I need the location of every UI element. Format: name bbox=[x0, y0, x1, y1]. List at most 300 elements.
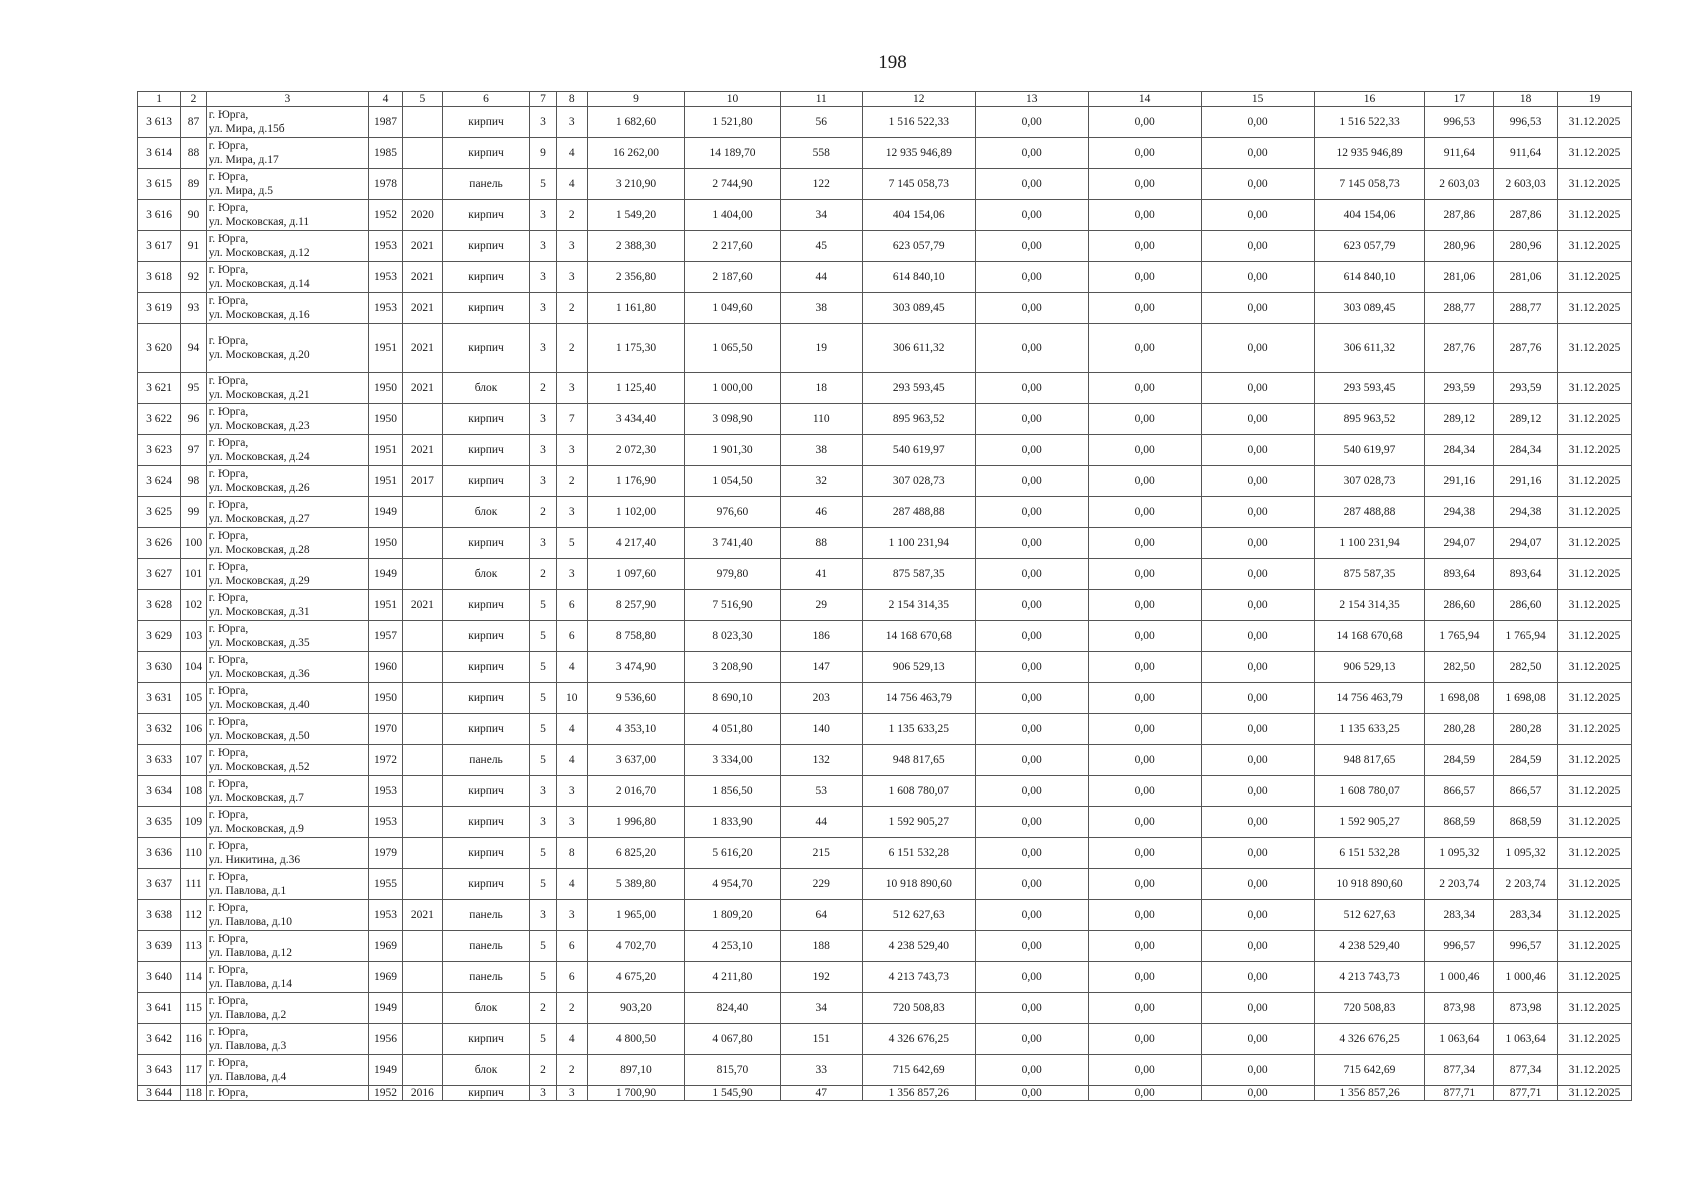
cell-col-10: 1 054,50 bbox=[685, 466, 780, 497]
cell-col-7: 3 bbox=[530, 231, 557, 262]
address-cell bbox=[206, 1024, 368, 1055]
cell-col-7: 5 bbox=[530, 621, 557, 652]
address-city: г. Юрга, bbox=[208, 871, 249, 883]
cell-col-17: 877,71 bbox=[1425, 1086, 1494, 1101]
cell-col-1: 3 617 bbox=[138, 231, 181, 262]
cell-col-1: 3 627 bbox=[138, 559, 181, 590]
cell-col-15: 0,00 bbox=[1201, 776, 1314, 807]
cell-col-17: 893,64 bbox=[1425, 559, 1494, 590]
cell-col-1: 3 642 bbox=[138, 1024, 181, 1055]
cell-col-13: 0,00 bbox=[975, 869, 1088, 900]
cell-col-14: 0,00 bbox=[1088, 1024, 1201, 1055]
cell-col-5: 2021 bbox=[402, 293, 442, 324]
cell-col-11: 140 bbox=[780, 714, 862, 745]
address-city: г. Юрга, bbox=[208, 468, 249, 480]
cell-col-14: 0,00 bbox=[1088, 993, 1201, 1024]
address-cell bbox=[206, 497, 368, 528]
cell-col-14: 0,00 bbox=[1088, 714, 1201, 745]
cell-col-13: 0,00 bbox=[975, 745, 1088, 776]
cell-col-18: 877,71 bbox=[1494, 1086, 1558, 1101]
cell-col-4: 1987 bbox=[369, 107, 403, 138]
cell-col-9: 1 161,80 bbox=[587, 293, 685, 324]
cell-col-11: 56 bbox=[780, 107, 862, 138]
cell-col-9: 1 549,20 bbox=[587, 200, 685, 231]
address-street: ул. Московская, д.29 bbox=[208, 575, 310, 587]
cell-col-13: 0,00 bbox=[975, 200, 1088, 231]
cell-col-19: 31.12.2025 bbox=[1557, 621, 1631, 652]
cell-col-12: 1 356 857,26 bbox=[862, 1086, 975, 1101]
cell-col-15: 0,00 bbox=[1201, 231, 1314, 262]
address-city: г. Юрга, bbox=[208, 1087, 249, 1099]
cell-col-2: 92 bbox=[181, 262, 207, 293]
column-header-18: 18 bbox=[1494, 92, 1558, 107]
cell-col-16: 875 587,35 bbox=[1314, 559, 1425, 590]
column-header-8: 8 bbox=[556, 92, 587, 107]
cell-col-19: 31.12.2025 bbox=[1557, 1086, 1631, 1101]
cell-col-14: 0,00 bbox=[1088, 745, 1201, 776]
cell-col-13: 0,00 bbox=[975, 993, 1088, 1024]
cell-col-11: 151 bbox=[780, 1024, 862, 1055]
table-row bbox=[138, 621, 1632, 652]
cell-col-11: 29 bbox=[780, 590, 862, 621]
cell-col-7: 2 bbox=[530, 1055, 557, 1086]
cell-col-14: 0,00 bbox=[1088, 293, 1201, 324]
cell-col-6: кирпич bbox=[442, 404, 529, 435]
address-cell bbox=[206, 1086, 368, 1101]
cell-col-18: 1 000,46 bbox=[1494, 962, 1558, 993]
address-street: ул. Павлова, д.2 bbox=[208, 1009, 287, 1021]
cell-col-9: 8 257,90 bbox=[587, 590, 685, 621]
cell-col-2: 95 bbox=[181, 373, 207, 404]
cell-col-1: 3 641 bbox=[138, 993, 181, 1024]
cell-col-5 bbox=[402, 993, 442, 1024]
cell-col-15: 0,00 bbox=[1201, 745, 1314, 776]
cell-col-19: 31.12.2025 bbox=[1557, 683, 1631, 714]
cell-col-9: 1 125,40 bbox=[587, 373, 685, 404]
cell-col-17: 996,57 bbox=[1425, 931, 1494, 962]
table-row bbox=[138, 962, 1632, 993]
cell-col-4: 1952 bbox=[369, 1086, 403, 1101]
cell-col-6: кирпич bbox=[442, 262, 529, 293]
cell-col-13: 0,00 bbox=[975, 107, 1088, 138]
address-street: ул. Московская, д.9 bbox=[208, 823, 304, 835]
cell-col-12: 512 627,63 bbox=[862, 900, 975, 931]
address-city: г. Юрга, bbox=[208, 437, 249, 449]
cell-col-5: 2020 bbox=[402, 200, 442, 231]
cell-col-15: 0,00 bbox=[1201, 838, 1314, 869]
cell-col-1: 3 628 bbox=[138, 590, 181, 621]
cell-col-15: 0,00 bbox=[1201, 262, 1314, 293]
cell-col-5 bbox=[402, 169, 442, 200]
address-street: ул. Московская, д.27 bbox=[208, 513, 310, 525]
cell-col-12: 12 935 946,89 bbox=[862, 138, 975, 169]
cell-col-5 bbox=[402, 776, 442, 807]
cell-col-1: 3 625 bbox=[138, 497, 181, 528]
cell-col-12: 875 587,35 bbox=[862, 559, 975, 590]
cell-col-6: кирпич bbox=[442, 435, 529, 466]
cell-col-6: блок bbox=[442, 497, 529, 528]
cell-col-6: кирпич bbox=[442, 652, 529, 683]
cell-col-13: 0,00 bbox=[975, 497, 1088, 528]
cell-col-7: 3 bbox=[530, 324, 557, 373]
cell-col-16: 287 488,88 bbox=[1314, 497, 1425, 528]
cell-col-11: 44 bbox=[780, 807, 862, 838]
cell-col-10: 3 098,90 bbox=[685, 404, 780, 435]
cell-col-14: 0,00 bbox=[1088, 1055, 1201, 1086]
cell-col-17: 1 063,64 bbox=[1425, 1024, 1494, 1055]
cell-col-10: 5 616,20 bbox=[685, 838, 780, 869]
cell-col-13: 0,00 bbox=[975, 231, 1088, 262]
cell-col-19: 31.12.2025 bbox=[1557, 293, 1631, 324]
cell-col-18: 289,12 bbox=[1494, 404, 1558, 435]
address-city: г. Юрга, bbox=[208, 561, 249, 573]
cell-col-12: 614 840,10 bbox=[862, 262, 975, 293]
cell-col-8: 3 bbox=[556, 373, 587, 404]
cell-col-15: 0,00 bbox=[1201, 559, 1314, 590]
table-header bbox=[138, 92, 1632, 107]
cell-col-16: 1 135 633,25 bbox=[1314, 714, 1425, 745]
table-row bbox=[138, 404, 1632, 435]
column-header-1: 1 bbox=[138, 92, 181, 107]
cell-col-18: 996,57 bbox=[1494, 931, 1558, 962]
cell-col-1: 3 614 bbox=[138, 138, 181, 169]
cell-col-6: кирпич bbox=[442, 621, 529, 652]
cell-col-11: 110 bbox=[780, 404, 862, 435]
page-number: 198 bbox=[878, 52, 907, 73]
cell-col-11: 32 bbox=[780, 466, 862, 497]
cell-col-4: 1978 bbox=[369, 169, 403, 200]
cell-col-1: 3 622 bbox=[138, 404, 181, 435]
address-street: ул. Никитина, д.36 bbox=[208, 854, 301, 866]
column-header-17: 17 bbox=[1425, 92, 1494, 107]
cell-col-18: 2 203,74 bbox=[1494, 869, 1558, 900]
cell-col-11: 44 bbox=[780, 262, 862, 293]
cell-col-14: 0,00 bbox=[1088, 324, 1201, 373]
cell-col-7: 3 bbox=[530, 404, 557, 435]
cell-col-17: 2 203,74 bbox=[1425, 869, 1494, 900]
column-header-7: 7 bbox=[530, 92, 557, 107]
column-header-3: 3 bbox=[206, 92, 368, 107]
cell-col-2: 117 bbox=[181, 1055, 207, 1086]
cell-col-16: 1 356 857,26 bbox=[1314, 1086, 1425, 1101]
cell-col-5 bbox=[402, 497, 442, 528]
cell-col-11: 122 bbox=[780, 169, 862, 200]
address-cell bbox=[206, 652, 368, 683]
cell-col-15: 0,00 bbox=[1201, 324, 1314, 373]
cell-col-2: 87 bbox=[181, 107, 207, 138]
cell-col-19: 31.12.2025 bbox=[1557, 838, 1631, 869]
cell-col-10: 4 211,80 bbox=[685, 962, 780, 993]
cell-col-18: 286,60 bbox=[1494, 590, 1558, 621]
cell-col-14: 0,00 bbox=[1088, 138, 1201, 169]
cell-col-14: 0,00 bbox=[1088, 497, 1201, 528]
cell-col-13: 0,00 bbox=[975, 962, 1088, 993]
cell-col-11: 46 bbox=[780, 497, 862, 528]
cell-col-10: 14 189,70 bbox=[685, 138, 780, 169]
cell-col-18: 911,64 bbox=[1494, 138, 1558, 169]
address-street: ул. Московская, д.26 bbox=[208, 482, 310, 494]
cell-col-5 bbox=[402, 962, 442, 993]
cell-col-4: 1950 bbox=[369, 528, 403, 559]
cell-col-9: 1 996,80 bbox=[587, 807, 685, 838]
address-city: г. Юрга, bbox=[208, 295, 249, 307]
cell-col-17: 1 765,94 bbox=[1425, 621, 1494, 652]
cell-col-9: 4 675,20 bbox=[587, 962, 685, 993]
address-city: г. Юрга, bbox=[208, 171, 249, 183]
cell-col-7: 5 bbox=[530, 838, 557, 869]
cell-col-2: 97 bbox=[181, 435, 207, 466]
cell-col-16: 2 154 314,35 bbox=[1314, 590, 1425, 621]
table-row bbox=[138, 262, 1632, 293]
cell-col-18: 1 765,94 bbox=[1494, 621, 1558, 652]
cell-col-14: 0,00 bbox=[1088, 435, 1201, 466]
address-cell bbox=[206, 107, 368, 138]
cell-col-18: 293,59 bbox=[1494, 373, 1558, 404]
cell-col-2: 111 bbox=[181, 869, 207, 900]
cell-col-15: 0,00 bbox=[1201, 683, 1314, 714]
cell-col-9: 2 072,30 bbox=[587, 435, 685, 466]
cell-col-15: 0,00 bbox=[1201, 497, 1314, 528]
address-street: ул. Московская, д.28 bbox=[208, 544, 310, 556]
cell-col-15: 0,00 bbox=[1201, 1086, 1314, 1101]
address-cell bbox=[206, 962, 368, 993]
address-city: г. Юрга, bbox=[208, 499, 249, 511]
cell-col-16: 948 817,65 bbox=[1314, 745, 1425, 776]
cell-col-18: 877,34 bbox=[1494, 1055, 1558, 1086]
cell-col-17: 911,64 bbox=[1425, 138, 1494, 169]
cell-col-8: 6 bbox=[556, 962, 587, 993]
cell-col-14: 0,00 bbox=[1088, 200, 1201, 231]
cell-col-7: 3 bbox=[530, 466, 557, 497]
cell-col-7: 3 bbox=[530, 528, 557, 559]
column-header-12: 12 bbox=[862, 92, 975, 107]
cell-col-18: 1 095,32 bbox=[1494, 838, 1558, 869]
cell-col-19: 31.12.2025 bbox=[1557, 993, 1631, 1024]
cell-col-5 bbox=[402, 1024, 442, 1055]
cell-col-1: 3 616 bbox=[138, 200, 181, 231]
cell-col-16: 14 756 463,79 bbox=[1314, 683, 1425, 714]
cell-col-13: 0,00 bbox=[975, 807, 1088, 838]
cell-col-17: 287,86 bbox=[1425, 200, 1494, 231]
cell-col-12: 4 213 743,73 bbox=[862, 962, 975, 993]
cell-col-6: кирпич bbox=[442, 1024, 529, 1055]
cell-col-16: 1 592 905,27 bbox=[1314, 807, 1425, 838]
cell-col-16: 623 057,79 bbox=[1314, 231, 1425, 262]
cell-col-8: 2 bbox=[556, 993, 587, 1024]
cell-col-9: 1 102,00 bbox=[587, 497, 685, 528]
cell-col-19: 31.12.2025 bbox=[1557, 231, 1631, 262]
cell-col-6: блок bbox=[442, 1055, 529, 1086]
cell-col-11: 88 bbox=[780, 528, 862, 559]
address-cell bbox=[206, 900, 368, 931]
cell-col-7: 5 bbox=[530, 683, 557, 714]
cell-col-6: кирпич bbox=[442, 1086, 529, 1101]
cell-col-8: 5 bbox=[556, 528, 587, 559]
cell-col-6: панель bbox=[442, 931, 529, 962]
cell-col-11: 47 bbox=[780, 1086, 862, 1101]
cell-col-19: 31.12.2025 bbox=[1557, 262, 1631, 293]
cell-col-9: 3 637,00 bbox=[587, 745, 685, 776]
cell-col-15: 0,00 bbox=[1201, 293, 1314, 324]
cell-col-9: 8 758,80 bbox=[587, 621, 685, 652]
cell-col-7: 9 bbox=[530, 138, 557, 169]
cell-col-5 bbox=[402, 559, 442, 590]
cell-col-4: 1951 bbox=[369, 466, 403, 497]
cell-col-15: 0,00 bbox=[1201, 993, 1314, 1024]
cell-col-12: 10 918 890,60 bbox=[862, 869, 975, 900]
cell-col-15: 0,00 bbox=[1201, 1055, 1314, 1086]
cell-col-5 bbox=[402, 683, 442, 714]
cell-col-13: 0,00 bbox=[975, 324, 1088, 373]
cell-col-4: 1970 bbox=[369, 714, 403, 745]
cell-col-8: 3 bbox=[556, 262, 587, 293]
address-street: ул. Мира, д.17 bbox=[208, 154, 279, 166]
cell-col-4: 1953 bbox=[369, 900, 403, 931]
cell-col-1: 3 621 bbox=[138, 373, 181, 404]
cell-col-11: 19 bbox=[780, 324, 862, 373]
cell-col-17: 283,34 bbox=[1425, 900, 1494, 931]
cell-col-14: 0,00 bbox=[1088, 900, 1201, 931]
cell-col-14: 0,00 bbox=[1088, 869, 1201, 900]
cell-col-6: кирпич bbox=[442, 714, 529, 745]
cell-col-11: 215 bbox=[780, 838, 862, 869]
cell-col-7: 3 bbox=[530, 1086, 557, 1101]
address-street: ул. Московская, д.12 bbox=[208, 247, 310, 259]
cell-col-16: 293 593,45 bbox=[1314, 373, 1425, 404]
cell-col-7: 2 bbox=[530, 993, 557, 1024]
cell-col-2: 98 bbox=[181, 466, 207, 497]
cell-col-13: 0,00 bbox=[975, 528, 1088, 559]
cell-col-15: 0,00 bbox=[1201, 404, 1314, 435]
column-header-9: 9 bbox=[587, 92, 685, 107]
cell-col-15: 0,00 bbox=[1201, 900, 1314, 931]
cell-col-17: 866,57 bbox=[1425, 776, 1494, 807]
cell-col-16: 715 642,69 bbox=[1314, 1055, 1425, 1086]
cell-col-6: кирпич bbox=[442, 466, 529, 497]
cell-col-5 bbox=[402, 528, 442, 559]
cell-col-5: 2021 bbox=[402, 262, 442, 293]
cell-col-2: 90 bbox=[181, 200, 207, 231]
cell-col-9: 903,20 bbox=[587, 993, 685, 1024]
cell-col-19: 31.12.2025 bbox=[1557, 324, 1631, 373]
address-cell bbox=[206, 776, 368, 807]
cell-col-11: 147 bbox=[780, 652, 862, 683]
cell-col-8: 2 bbox=[556, 293, 587, 324]
cell-col-19: 31.12.2025 bbox=[1557, 466, 1631, 497]
cell-col-2: 94 bbox=[181, 324, 207, 373]
cell-col-16: 6 151 532,28 bbox=[1314, 838, 1425, 869]
cell-col-8: 4 bbox=[556, 869, 587, 900]
address-city: г. Юрга, bbox=[208, 654, 249, 666]
cell-col-14: 0,00 bbox=[1088, 528, 1201, 559]
cell-col-7: 5 bbox=[530, 169, 557, 200]
cell-col-10: 1 404,00 bbox=[685, 200, 780, 231]
cell-col-7: 2 bbox=[530, 559, 557, 590]
table-row bbox=[138, 745, 1632, 776]
cell-col-19: 31.12.2025 bbox=[1557, 807, 1631, 838]
cell-col-9: 1 176,90 bbox=[587, 466, 685, 497]
cell-col-1: 3 618 bbox=[138, 262, 181, 293]
cell-col-9: 9 536,60 bbox=[587, 683, 685, 714]
cell-col-7: 5 bbox=[530, 931, 557, 962]
table-row bbox=[138, 683, 1632, 714]
cell-col-16: 4 326 676,25 bbox=[1314, 1024, 1425, 1055]
cell-col-13: 0,00 bbox=[975, 293, 1088, 324]
cell-col-9: 4 217,40 bbox=[587, 528, 685, 559]
column-header-15: 15 bbox=[1201, 92, 1314, 107]
cell-col-10: 8 023,30 bbox=[685, 621, 780, 652]
cell-col-17: 280,96 bbox=[1425, 231, 1494, 262]
cell-col-14: 0,00 bbox=[1088, 807, 1201, 838]
address-street: ул. Московская, д.40 bbox=[208, 699, 310, 711]
cell-col-9: 1 097,60 bbox=[587, 559, 685, 590]
cell-col-4: 1949 bbox=[369, 559, 403, 590]
cell-col-14: 0,00 bbox=[1088, 1086, 1201, 1101]
cell-col-9: 897,10 bbox=[587, 1055, 685, 1086]
cell-col-5 bbox=[402, 138, 442, 169]
address-city: г. Юрга, bbox=[208, 375, 249, 387]
cell-col-4: 1950 bbox=[369, 404, 403, 435]
cell-col-13: 0,00 bbox=[975, 373, 1088, 404]
cell-col-17: 289,12 bbox=[1425, 404, 1494, 435]
cell-col-1: 3 643 bbox=[138, 1055, 181, 1086]
cell-col-19: 31.12.2025 bbox=[1557, 714, 1631, 745]
cell-col-19: 31.12.2025 bbox=[1557, 169, 1631, 200]
cell-col-17: 2 603,03 bbox=[1425, 169, 1494, 200]
cell-col-15: 0,00 bbox=[1201, 169, 1314, 200]
cell-col-5 bbox=[402, 652, 442, 683]
cell-col-15: 0,00 bbox=[1201, 466, 1314, 497]
cell-col-2: 107 bbox=[181, 745, 207, 776]
cell-col-12: 293 593,45 bbox=[862, 373, 975, 404]
cell-col-11: 53 bbox=[780, 776, 862, 807]
cell-col-12: 623 057,79 bbox=[862, 231, 975, 262]
cell-col-17: 286,60 bbox=[1425, 590, 1494, 621]
cell-col-7: 3 bbox=[530, 262, 557, 293]
address-cell bbox=[206, 169, 368, 200]
address-city: г. Юрга, bbox=[208, 933, 249, 945]
cell-col-13: 0,00 bbox=[975, 169, 1088, 200]
address-street: ул. Павлова, д.12 bbox=[208, 947, 293, 959]
cell-col-9: 2 388,30 bbox=[587, 231, 685, 262]
cell-col-8: 3 bbox=[556, 435, 587, 466]
cell-col-7: 3 bbox=[530, 107, 557, 138]
cell-col-7: 5 bbox=[530, 590, 557, 621]
cell-col-10: 1 049,60 bbox=[685, 293, 780, 324]
cell-col-7: 3 bbox=[530, 776, 557, 807]
address-cell bbox=[206, 200, 368, 231]
cell-col-16: 307 028,73 bbox=[1314, 466, 1425, 497]
cell-col-10: 815,70 bbox=[685, 1055, 780, 1086]
table-row bbox=[138, 869, 1632, 900]
cell-col-1: 3 644 bbox=[138, 1086, 181, 1101]
cell-col-7: 5 bbox=[530, 1024, 557, 1055]
cell-col-2: 101 bbox=[181, 559, 207, 590]
address-cell bbox=[206, 559, 368, 590]
cell-col-17: 1 095,32 bbox=[1425, 838, 1494, 869]
address-cell bbox=[206, 138, 368, 169]
cell-col-10: 4 051,80 bbox=[685, 714, 780, 745]
address-street: ул. Павлова, д.4 bbox=[208, 1071, 287, 1083]
cell-col-9: 1 682,60 bbox=[587, 107, 685, 138]
cell-col-8: 3 bbox=[556, 1086, 587, 1101]
address-street: ул. Московская, д.21 bbox=[208, 389, 310, 401]
column-header-6: 6 bbox=[442, 92, 529, 107]
cell-col-4: 1953 bbox=[369, 293, 403, 324]
address-cell bbox=[206, 324, 368, 373]
cell-col-19: 31.12.2025 bbox=[1557, 138, 1631, 169]
cell-col-8: 3 bbox=[556, 807, 587, 838]
